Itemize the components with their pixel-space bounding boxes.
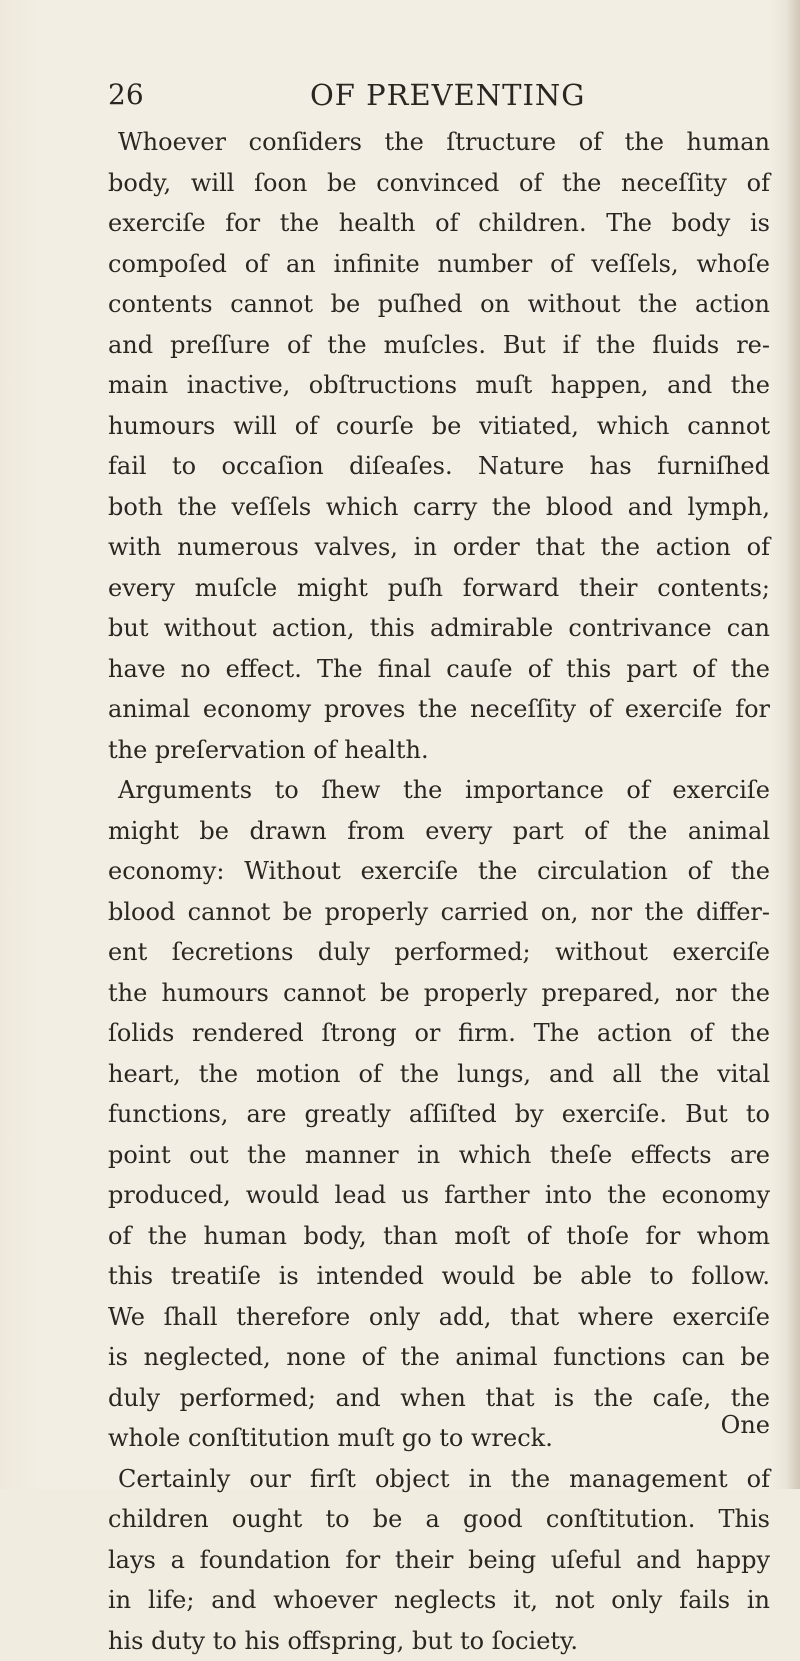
text-line: duly performed; and when that is the caſe, the xyxy=(108,1378,770,1419)
page-number: 26 xyxy=(108,78,144,111)
text-line: contents cannot be puſhed on without the action xyxy=(108,284,770,325)
text-line: fail to occaſion diſeaſes. Nature has furniſhed xyxy=(108,446,770,487)
text-line: compoſed of an infinite number of veſſels, whoſe xyxy=(108,244,770,285)
text-line: of the human body, than moſt of thoſe for whom xyxy=(108,1216,770,1257)
text-line: functions, are greatly aſſiſted by exerciſe. But to xyxy=(108,1094,770,1135)
text-line: might be drawn from every part of the animal xyxy=(108,811,770,852)
text-line: have no effect. The final cauſe of this part of the xyxy=(108,649,770,690)
text-line: with numerous valves, in order that the action of xyxy=(108,527,770,568)
text-line: in life; and whoever neglects it, not only fails in xyxy=(108,1580,770,1621)
text-line: but without action, this admirable contrivance can xyxy=(108,608,770,649)
text-line: the preſervation of health. xyxy=(108,730,770,771)
text-line: animal economy proves the neceſſity of exerciſe for xyxy=(108,689,770,730)
text-line: economy: Without exerciſe the circulation of the xyxy=(108,851,770,892)
running-title: OF PREVENTING xyxy=(310,78,585,112)
running-head xyxy=(108,78,800,118)
text-line: Arguments to ſhew the importance of exerciſe xyxy=(108,770,770,811)
text-line: exerciſe for the health of children. The body is xyxy=(108,203,770,244)
text-line: and preſſure of the muſcles. But if the fluids re- xyxy=(108,325,770,366)
text-line: whole conſtitution muſt go to wreck. xyxy=(108,1418,770,1459)
text-line: We ſhall therefore only add, that where exerciſe xyxy=(108,1297,770,1338)
text-line: lays a foundation for their being uſeful and happy xyxy=(108,1540,770,1581)
text-line: Whoever conſiders the ſtructure of the human xyxy=(108,122,770,163)
text-line: the humours cannot be properly prepared, nor the xyxy=(108,973,770,1014)
text-line: children ought to be a good conſtitution. This xyxy=(108,1499,770,1540)
text-line: every muſcle might puſh forward their contents; xyxy=(108,568,770,609)
text-line: both the veſſels which carry the blood and lymph, xyxy=(108,487,770,528)
text-line: this treatiſe is intended would be able to follow. xyxy=(108,1256,770,1297)
text-line: main inactive, obſtructions muſt happen, and the xyxy=(108,365,770,406)
body-text xyxy=(108,122,770,1661)
text-line: Certainly our firſt object in the management of xyxy=(108,1459,770,1500)
text-line: humours will of courſe be vitiated, which cannot xyxy=(108,406,770,447)
text-line: heart, the motion of the lungs, and all the vital xyxy=(108,1054,770,1095)
text-line: point out the manner in which theſe effects are xyxy=(108,1135,770,1176)
page-edge-shadow xyxy=(786,0,800,1489)
text-line: ſolids rendered ſtrong or firm. The action of the xyxy=(108,1013,770,1054)
text-line: body, will ſoon be convinced of the neceſſity of xyxy=(108,163,770,204)
text-line: his duty to his offspring, but to ſociety. xyxy=(108,1621,770,1661)
text-line: is neglected, none of the animal functions can be xyxy=(108,1337,770,1378)
text-line: ent ſecretions duly performed; without exerciſe xyxy=(108,932,770,973)
text-line: blood cannot be properly carried on, nor the differ- xyxy=(108,892,770,933)
catchword: One xyxy=(721,1411,770,1439)
text-line: produced, would lead us farther into the economy xyxy=(108,1175,770,1216)
